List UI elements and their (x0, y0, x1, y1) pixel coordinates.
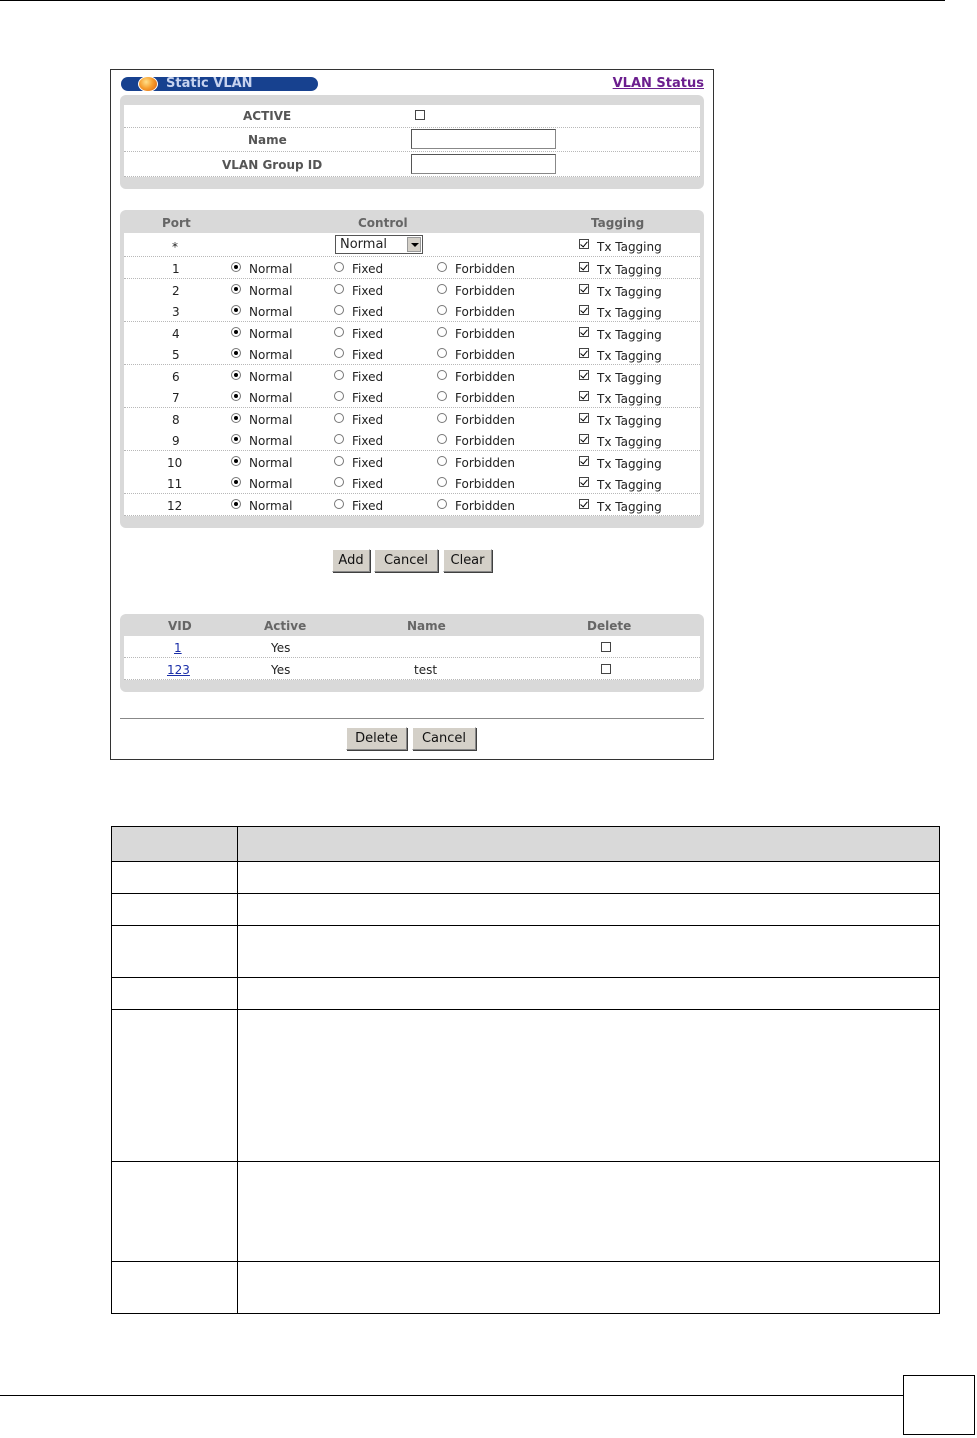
port-number: 7 (172, 391, 180, 405)
port-number: 5 (172, 348, 180, 362)
table-row (112, 1010, 940, 1162)
tx-tagging-label: Tx Tagging (597, 263, 662, 277)
fixed-label: Fixed (352, 262, 384, 276)
fixed-radio[interactable] (334, 370, 344, 380)
name-row (124, 128, 700, 152)
forbidden-label: Forbidden (455, 477, 515, 491)
table-header-row (112, 827, 940, 862)
normal-radio[interactable] (231, 434, 241, 444)
port-row (124, 279, 700, 301)
tx-tagging-label: Tx Tagging (597, 349, 662, 363)
table-row (112, 1262, 940, 1314)
port-row (124, 365, 700, 387)
fixed-radio[interactable] (334, 434, 344, 444)
tx-tagging-checkbox[interactable] (579, 370, 589, 380)
normal-label: Normal (249, 434, 293, 448)
forbidden-label: Forbidden (455, 262, 515, 276)
normal-radio[interactable] (231, 284, 241, 294)
tx-tagging-checkbox[interactable] (579, 413, 589, 423)
port-number: 10 (167, 456, 183, 470)
fixed-label: Fixed (352, 348, 384, 362)
tx-tagging-label: Tx Tagging (597, 240, 662, 254)
name-input[interactable] (411, 129, 556, 149)
tx-tagging-label: Tx Tagging (597, 328, 662, 342)
table-row (112, 862, 940, 894)
normal-radio[interactable] (231, 477, 241, 487)
forbidden-radio[interactable] (437, 477, 447, 487)
page-title: Static VLAN (166, 76, 253, 91)
tx-tagging-label: Tx Tagging (597, 306, 662, 320)
port-row (124, 257, 700, 279)
group-id-label: VLAN Group ID (222, 158, 323, 172)
tx-tagging-checkbox[interactable] (579, 305, 589, 315)
table-cell (112, 862, 238, 894)
normal-label: Normal (249, 456, 293, 470)
forbidden-radio[interactable] (437, 391, 447, 401)
fixed-radio[interactable] (334, 348, 344, 358)
table-row (112, 894, 940, 926)
table-cell (112, 978, 238, 1010)
normal-radio[interactable] (231, 370, 241, 380)
fixed-radio[interactable] (334, 305, 344, 315)
vid-link[interactable]: 1 (174, 641, 182, 655)
control-header: Control (358, 216, 408, 230)
vlan-active: Yes (271, 663, 291, 677)
table-cell (112, 894, 238, 926)
port-row (124, 429, 700, 451)
normal-label: Normal (249, 391, 293, 405)
normal-radio[interactable] (231, 348, 241, 358)
port-row (124, 386, 700, 408)
forbidden-label: Forbidden (455, 456, 515, 470)
table-cell (238, 978, 940, 1010)
normal-label: Normal (249, 327, 293, 341)
port-row (124, 472, 700, 494)
table-cell (112, 827, 238, 862)
forbidden-radio[interactable] (437, 327, 447, 337)
port-number: 12 (167, 499, 183, 513)
port-number: 3 (172, 305, 180, 319)
tx-tagging-checkbox[interactable] (579, 499, 589, 509)
table-cell (238, 1010, 940, 1162)
table-cell (112, 1262, 238, 1314)
vlan-row (124, 636, 700, 658)
normal-radio[interactable] (231, 305, 241, 315)
forbidden-label: Forbidden (455, 327, 515, 341)
forbidden-radio[interactable] (437, 456, 447, 466)
all-ports-row (124, 233, 700, 257)
normal-label: Normal (249, 370, 293, 384)
page-number-box (903, 1375, 975, 1435)
fixed-label: Fixed (352, 284, 384, 298)
active-checkbox[interactable] (415, 110, 425, 120)
delete-button[interactable]: Delete (346, 727, 407, 750)
fixed-label: Fixed (352, 456, 384, 470)
table-cell (238, 894, 940, 926)
table-cell (238, 862, 940, 894)
fixed-radio[interactable] (334, 391, 344, 401)
normal-label: Normal (249, 348, 293, 362)
tx-tagging-label: Tx Tagging (597, 457, 662, 471)
fixed-radio[interactable] (334, 499, 344, 509)
port-row (124, 322, 700, 344)
tx-tagging-label: Tx Tagging (597, 285, 662, 299)
port-number: 2 (172, 284, 180, 298)
orb-icon (138, 76, 158, 92)
table-cell (238, 926, 940, 978)
fixed-label: Fixed (352, 391, 384, 405)
table-row (112, 926, 940, 978)
bottom-rule (0, 1395, 903, 1396)
normal-radio[interactable] (231, 413, 241, 423)
table-cell (112, 926, 238, 978)
tx-tagging-label: Tx Tagging (597, 478, 662, 492)
tx-tagging-checkbox[interactable] (579, 348, 589, 358)
forbidden-radio[interactable] (437, 348, 447, 358)
forbidden-radio[interactable] (437, 262, 447, 272)
port-header: Port (162, 216, 191, 230)
tx-tagging-label: Tx Tagging (597, 414, 662, 428)
fixed-label: Fixed (352, 499, 384, 513)
port-row (124, 300, 700, 322)
fixed-radio[interactable] (334, 327, 344, 337)
forbidden-radio[interactable] (437, 284, 447, 294)
forbidden-label: Forbidden (455, 284, 515, 298)
forbidden-label: Forbidden (455, 413, 515, 427)
forbidden-label: Forbidden (455, 391, 515, 405)
port-number: 4 (172, 327, 180, 341)
tx-tagging-checkbox[interactable] (579, 284, 589, 294)
active-label: ACTIVE (243, 109, 292, 123)
table-cell (238, 1162, 940, 1262)
forbidden-label: Forbidden (455, 499, 515, 513)
forbidden-label: Forbidden (455, 305, 515, 319)
fixed-label: Fixed (352, 370, 384, 384)
normal-radio[interactable] (231, 327, 241, 337)
port-number: 9 (172, 434, 180, 448)
vid-header: VID (168, 619, 192, 633)
port-row (124, 343, 700, 365)
port-number: 8 (172, 413, 180, 427)
tx-tagging-label: Tx Tagging (597, 371, 662, 385)
delete-header: Delete (587, 619, 632, 633)
vlan-status-link[interactable]: VLAN Status (612, 76, 704, 91)
vid-link[interactable]: 123 (167, 663, 190, 677)
forbidden-radio[interactable] (437, 434, 447, 444)
tagging-header: Tagging (591, 216, 645, 230)
name-label: Name (248, 133, 287, 147)
group-id-input[interactable] (411, 154, 556, 174)
tx-tagging-checkbox[interactable] (579, 239, 589, 249)
tx-tagging-label: Tx Tagging (597, 392, 662, 406)
port-row (124, 494, 700, 516)
normal-radio[interactable] (231, 391, 241, 401)
vlan-name: test (414, 663, 438, 677)
fixed-radio[interactable] (334, 262, 344, 272)
vlan-row (124, 658, 700, 680)
port-number: 6 (172, 370, 180, 384)
fixed-label: Fixed (352, 434, 384, 448)
tx-tagging-checkbox[interactable] (579, 477, 589, 487)
tx-tagging-checkbox[interactable] (579, 391, 589, 401)
tx-tagging-checkbox[interactable] (579, 327, 589, 337)
delete-checkbox[interactable] (601, 642, 611, 652)
port-number: 1 (172, 262, 180, 276)
tx-tagging-label: Tx Tagging (597, 500, 662, 514)
table-cell (238, 1262, 940, 1314)
port-number: 11 (167, 477, 183, 491)
fixed-label: Fixed (352, 413, 384, 427)
normal-radio[interactable] (231, 499, 241, 509)
add-button[interactable]: Add (332, 549, 370, 572)
delete-checkbox[interactable] (601, 664, 611, 674)
table-cell (112, 1162, 238, 1262)
fixed-label: Fixed (352, 477, 384, 491)
fixed-label: Fixed (352, 305, 384, 319)
cancel-button[interactable]: Cancel (374, 549, 438, 572)
normal-label: Normal (249, 477, 293, 491)
description-table (111, 826, 940, 1314)
table-row (112, 1162, 940, 1262)
tx-tagging-checkbox[interactable] (579, 434, 589, 444)
clear-button[interactable]: Clear (443, 549, 492, 572)
table-row (112, 978, 940, 1010)
table-cell (238, 827, 940, 862)
control-select[interactable]: Normal (335, 235, 423, 254)
fixed-radio[interactable] (334, 456, 344, 466)
fixed-radio[interactable] (334, 284, 344, 294)
forbidden-label: Forbidden (455, 370, 515, 384)
normal-label: Normal (249, 305, 293, 319)
tx-tagging-label: Tx Tagging (597, 435, 662, 449)
normal-label: Normal (249, 284, 293, 298)
name-header: Name (407, 619, 446, 633)
fixed-label: Fixed (352, 327, 384, 341)
divider (120, 718, 704, 719)
vlan-active: Yes (271, 641, 291, 655)
forbidden-radio[interactable] (437, 305, 447, 315)
port-row (124, 408, 700, 430)
forbidden-radio[interactable] (437, 499, 447, 509)
normal-label: Normal (249, 499, 293, 513)
cancel-delete-button[interactable]: Cancel (412, 727, 476, 750)
table-cell (112, 1010, 238, 1162)
forbidden-label: Forbidden (455, 434, 515, 448)
fixed-radio[interactable] (334, 477, 344, 487)
top-rule (0, 0, 945, 1)
normal-label: Normal (249, 262, 293, 276)
forbidden-radio[interactable] (437, 413, 447, 423)
forbidden-radio[interactable] (437, 370, 447, 380)
port-number: * (172, 240, 178, 254)
group-id-row (124, 152, 700, 177)
chevron-down-icon[interactable] (407, 237, 421, 252)
normal-radio[interactable] (231, 456, 241, 466)
normal-radio[interactable] (231, 262, 241, 272)
active-header: Active (264, 619, 307, 633)
port-row (124, 451, 700, 473)
fixed-radio[interactable] (334, 413, 344, 423)
normal-label: Normal (249, 413, 293, 427)
tx-tagging-checkbox[interactable] (579, 262, 589, 272)
tx-tagging-checkbox[interactable] (579, 456, 589, 466)
forbidden-label: Forbidden (455, 348, 515, 362)
active-row (124, 105, 700, 128)
